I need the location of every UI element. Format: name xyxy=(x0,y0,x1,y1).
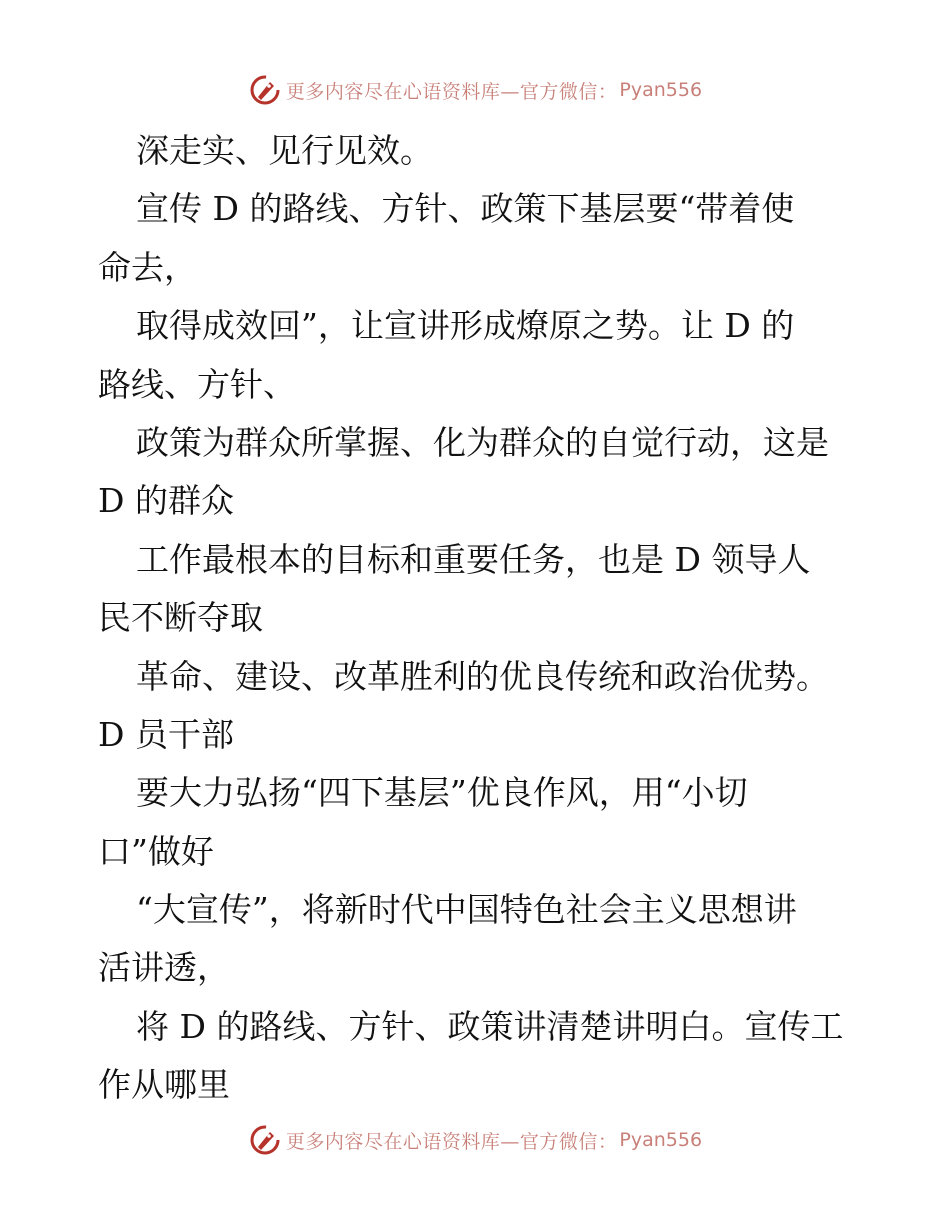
text-line: 路线、方针、 xyxy=(98,364,296,404)
footer-banner-handle: Pyan556 xyxy=(619,1129,703,1151)
text-line: 将 D 的路线、方针、政策讲清楚讲明白。宣传工 xyxy=(136,1006,844,1046)
footer-banner xyxy=(0,1120,950,1160)
text-line: 活讲透， xyxy=(98,948,230,988)
text-line: D 的群众 xyxy=(98,481,234,521)
text-line: 要大力弘扬“四下基层”优良作风，用“小切 xyxy=(136,773,748,813)
footer-banner-text: 更多内容尽在心语资料库—官方微信： xyxy=(285,1130,618,1153)
text-line: 取得成效回”，让宣讲形成燎原之势。让 D 的 xyxy=(136,306,795,346)
text-line: 口”做好 xyxy=(98,831,214,871)
header-banner-handle: Pyan556 xyxy=(619,79,703,101)
text-line: 宣传 D 的路线、方针、政策下基层要“带着使 xyxy=(136,189,795,229)
text-line: 革命、建设、改革胜利的优良传统和政治优势。 xyxy=(136,656,829,696)
text-line: 政策为群众所掌握、化为群众的自觉行动，这是 xyxy=(136,422,829,462)
pen-nib-logo-icon xyxy=(248,73,282,107)
text-line: 深走实、见行见效。 xyxy=(136,131,433,170)
document-body xyxy=(98,122,868,1115)
text-line: D 员干部 xyxy=(98,714,234,754)
text-line: “大宣传”，将新时代中国特色社会主义思想讲 xyxy=(136,890,797,930)
header-banner xyxy=(0,70,950,110)
text-line: 工作最根本的目标和重要任务，也是 D 领导人 xyxy=(136,539,811,579)
text-line: 命去， xyxy=(98,247,197,287)
text-line: 作从哪里 xyxy=(98,1065,230,1105)
header-banner-text: 更多内容尽在心语资料库—官方微信： xyxy=(285,80,618,103)
pen-nib-logo-icon xyxy=(248,1123,282,1157)
text-line: 民不断夺取 xyxy=(98,598,263,638)
